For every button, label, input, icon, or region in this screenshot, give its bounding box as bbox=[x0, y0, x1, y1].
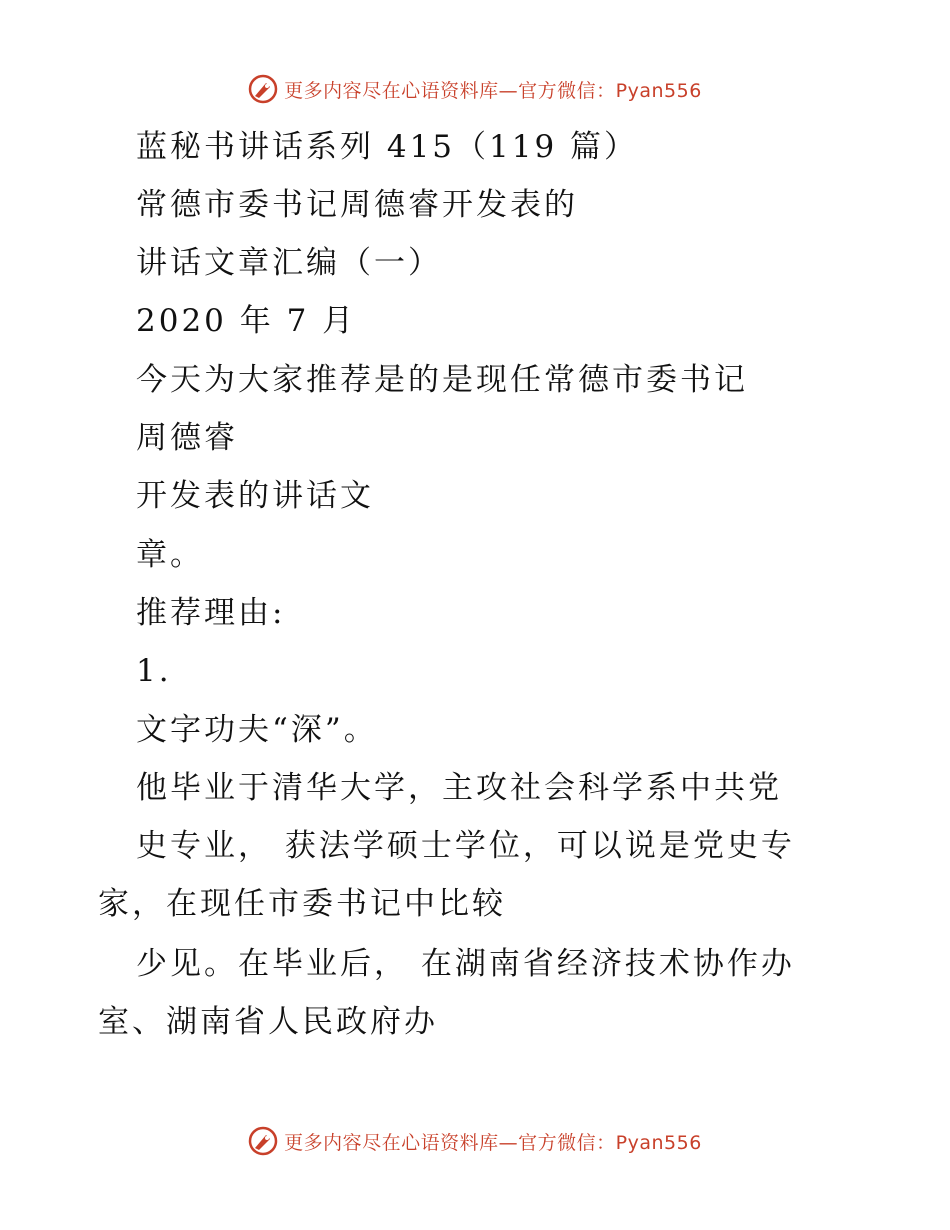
doc-line: 推荐理由: bbox=[136, 595, 286, 631]
doc-line: 蓝秘书讲话系列 415（119 篇） bbox=[136, 129, 639, 165]
doc-line: 少见。在毕业后， 在湖南省经济技术协作办 bbox=[136, 946, 795, 982]
doc-line: 史专业， 获法学硕士学位，可以说是党史专 bbox=[136, 828, 795, 864]
watermark-text: 更多内容尽在心语资料库—官方微信：Pyan556 bbox=[284, 1131, 702, 1154]
footer-watermark bbox=[0, 1124, 950, 1158]
doc-line: 开发表的讲话文 bbox=[136, 478, 374, 514]
watermark-text: 更多内容尽在心语资料库—官方微信：Pyan556 bbox=[284, 79, 702, 102]
doc-line: 章。 bbox=[136, 537, 204, 573]
doc-line: 讲话文章汇编（一） bbox=[136, 245, 442, 281]
doc-line: 1. bbox=[136, 653, 172, 689]
doc-line: 室、湖南省人民政府办 bbox=[98, 1004, 438, 1040]
pen-nib-logo-icon bbox=[248, 1126, 278, 1156]
doc-line: 2020 年 7 月 bbox=[136, 303, 357, 339]
doc-line: 家，在现任市委书记中比较 bbox=[98, 886, 506, 922]
doc-line: 周德睿 bbox=[136, 420, 238, 456]
doc-line: 文字功夫“深”。 bbox=[136, 712, 378, 748]
doc-line: 今天为大家推荐是的是现任常德市委书记 bbox=[136, 362, 748, 398]
doc-line: 他毕业于清华大学，主攻社会科学系中共党 bbox=[136, 770, 782, 806]
doc-line: 常德市委书记周德睿开发表的 bbox=[136, 187, 578, 223]
